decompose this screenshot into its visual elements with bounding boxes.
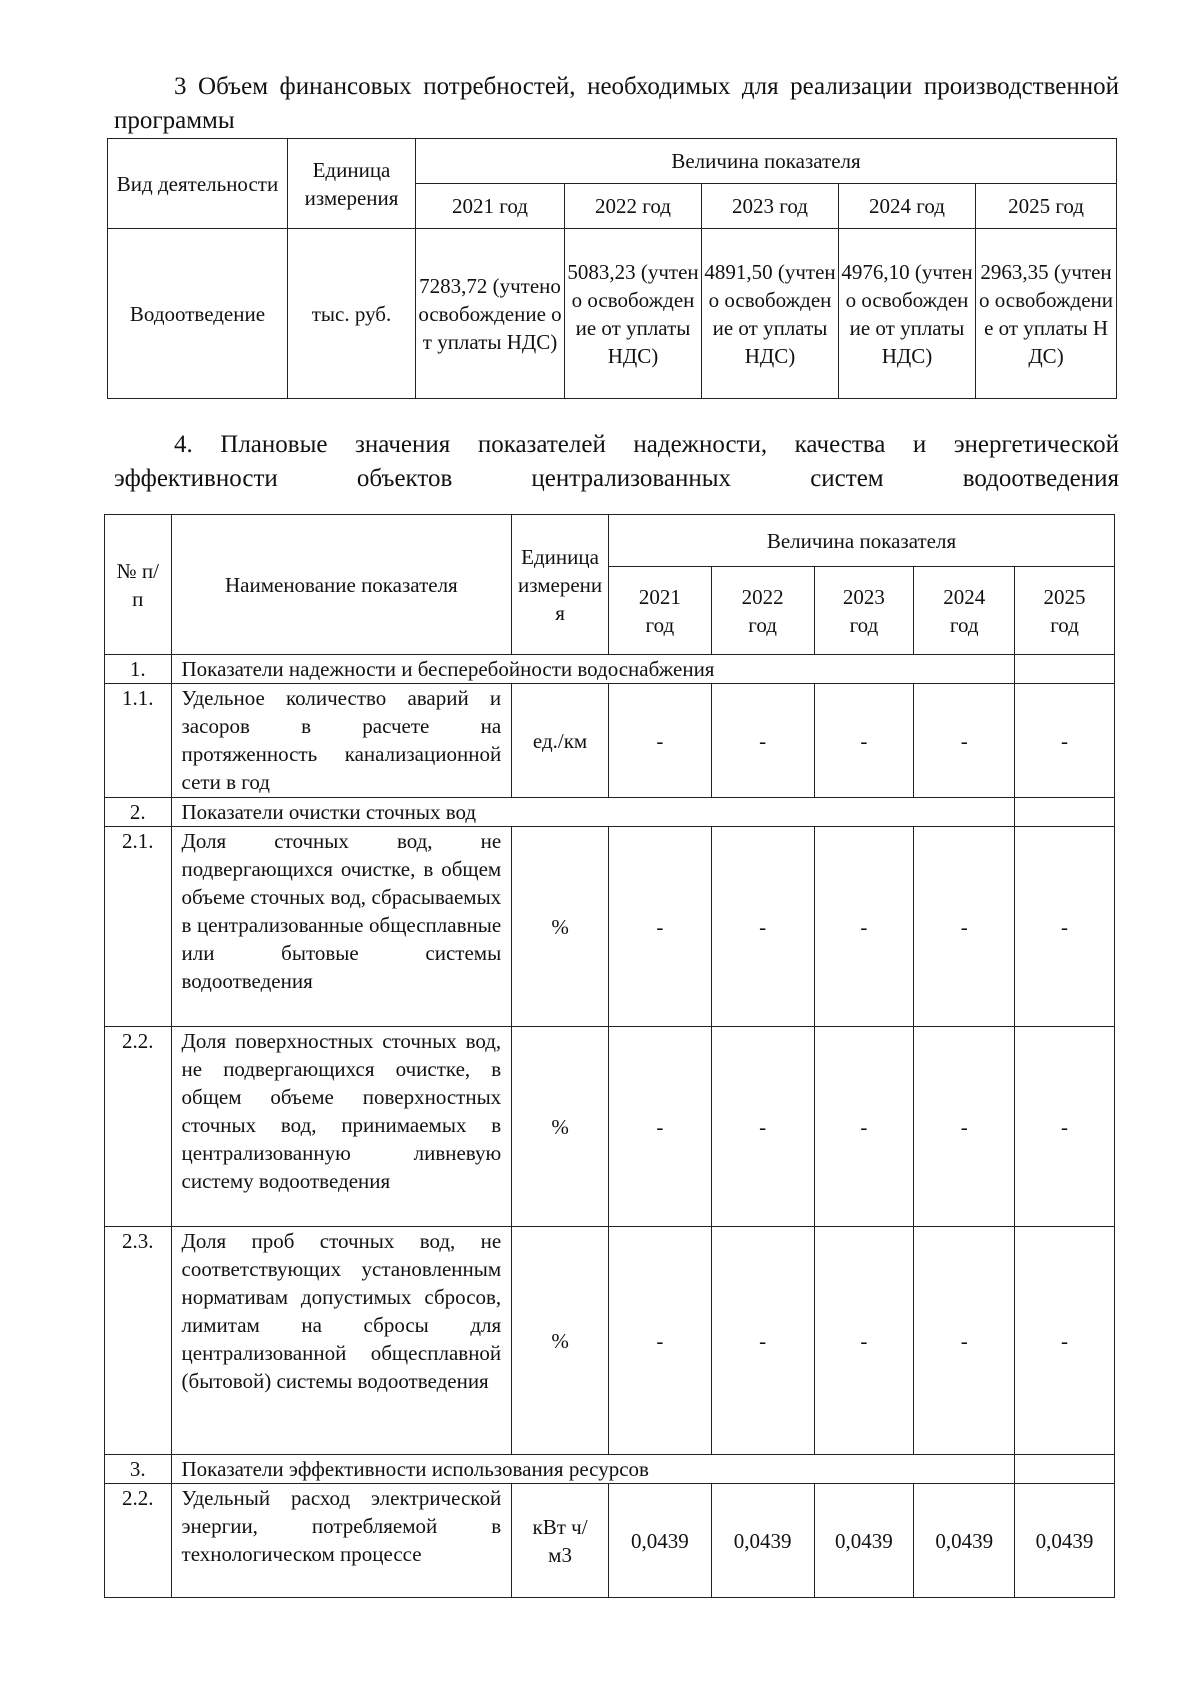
col-unit-header: Единица измерения [288, 139, 416, 229]
row-value: - [1015, 1027, 1115, 1227]
year-header: 2023 год [702, 184, 839, 229]
row-num: 3. [105, 1455, 172, 1484]
year-header: 2022 год [711, 567, 814, 655]
row-value: - [914, 684, 1015, 798]
row-name: Удельное количество аварий и засоров в расчете на протяженность канализационной сети в год [171, 684, 512, 798]
col-name-header: Наименование показателя [171, 515, 512, 655]
row-value: - [1015, 684, 1115, 798]
unit-cell: тыс. руб. [288, 229, 416, 399]
year-header: 2021 год [608, 567, 711, 655]
section-title: Показатели эффективности использования ресурсов [171, 1455, 1015, 1484]
row-num: 1. [105, 655, 172, 684]
year-header: 2022 год [565, 184, 702, 229]
row-name: Доля проб сточных вод, не соответствующих установленным нормативам допустимых сбросов, лимитам на сбросы для централизованной общесплавной (бытовой) системы водоотведения [171, 1227, 512, 1455]
row-value: - [1015, 1227, 1115, 1455]
row-unit: % [512, 1227, 609, 1455]
row-name: Доля сточных вод, не подвергающихся очистке, в общем объеме сточных вод, сбрасываемых в централизованные общесплавные или бытовые системы водоотведения [171, 827, 512, 1027]
col-unit-header: Единица измерения [512, 515, 609, 655]
row-value: - [1015, 827, 1115, 1027]
row-value: - [608, 684, 711, 798]
row-value: - [914, 1227, 1015, 1455]
section3-heading [114, 70, 1119, 138]
value-cell: 7283,72 (учтено освобождение от уплаты НДС) [416, 229, 565, 399]
table-row [105, 1484, 1115, 1598]
row-num: 2.2. [105, 1027, 172, 1227]
col-activity-header: Вид деятельности [108, 139, 288, 229]
row-unit: % [512, 827, 609, 1027]
row-name: Доля поверхностных сточных вод, не подвергающихся очистке, в общем объеме поверхностных сточных вод, принимаемых в централизованную ливневую систему водоотведения [171, 1027, 512, 1227]
table-row [105, 1227, 1115, 1455]
activity-cell: Водоотведение [108, 229, 288, 399]
row-value: 0,0439 [914, 1484, 1015, 1598]
year-header: 2025 год [1015, 567, 1115, 655]
row-value: - [914, 1027, 1015, 1227]
section4-heading-text: 4. Плановые значения показателей надежности, качества и энергетической эффективности объектов централизованных систем водоотведения [114, 431, 1119, 492]
row-value: - [608, 827, 711, 1027]
section4-heading [114, 428, 1119, 496]
table-row [105, 1455, 1115, 1484]
row-value: - [608, 1227, 711, 1455]
row-value: - [814, 1027, 914, 1227]
row-num: 2. [105, 798, 172, 827]
row-value: - [914, 827, 1015, 1027]
row-value: - [711, 1027, 814, 1227]
row-unit: ед./км [512, 684, 609, 798]
table-row [105, 684, 1115, 798]
row-name: Удельный расход электрической энергии, потребляемой в технологическом процессе [171, 1484, 512, 1598]
table-row [105, 655, 1115, 684]
year-header: 2024 год [914, 567, 1015, 655]
table-row [105, 798, 1115, 827]
col-num-header: № п/п [105, 515, 172, 655]
section3-heading-text: 3 Объем финансовых потребностей, необходимых для реализации производственной программы [114, 73, 1119, 134]
value-cell: 4891,50 (учтено освобождение от уплаты НДС) [702, 229, 839, 399]
year-header: 2023 год [814, 567, 914, 655]
indicators-table [104, 514, 1115, 1598]
row-value: - [711, 1227, 814, 1455]
col-value-header: Величина показателя [416, 139, 1117, 184]
value-cell: 5083,23 (учтено освобождение от уплаты НДС) [565, 229, 702, 399]
col-value-header: Величина показателя [608, 515, 1114, 567]
row-value: - [608, 1027, 711, 1227]
row-value: 0,0439 [711, 1484, 814, 1598]
row-value: - [814, 827, 914, 1027]
section-title: Показатели надежности и бесперебойности водоснабжения [171, 655, 1015, 684]
row-value: 0,0439 [814, 1484, 914, 1598]
row-value: - [814, 1227, 914, 1455]
row-value: - [711, 827, 814, 1027]
year-header: 2025 год [976, 184, 1117, 229]
row-unit: кВт ч/м3 [512, 1484, 609, 1598]
table-row [105, 827, 1115, 1027]
financial-needs-table [107, 138, 1117, 399]
row-value: 0,0439 [608, 1484, 711, 1598]
row-num: 2.3. [105, 1227, 172, 1455]
year-header: 2024 год [839, 184, 976, 229]
value-cell: 4976,10 (учтено освобождение от уплаты НДС) [839, 229, 976, 399]
row-num: 1.1. [105, 684, 172, 798]
year-header: 2021 год [416, 184, 565, 229]
row-value: - [814, 684, 914, 798]
row-value: - [711, 684, 814, 798]
row-unit: % [512, 1027, 609, 1227]
table-row [105, 1027, 1115, 1227]
row-value: 0,0439 [1015, 1484, 1115, 1598]
row-num: 2.1. [105, 827, 172, 1027]
value-cell: 2963,35 (учтено освобождение от уплаты НДС) [976, 229, 1117, 399]
row-num: 2.2. [105, 1484, 172, 1598]
section-title: Показатели очистки сточных вод [171, 798, 1015, 827]
